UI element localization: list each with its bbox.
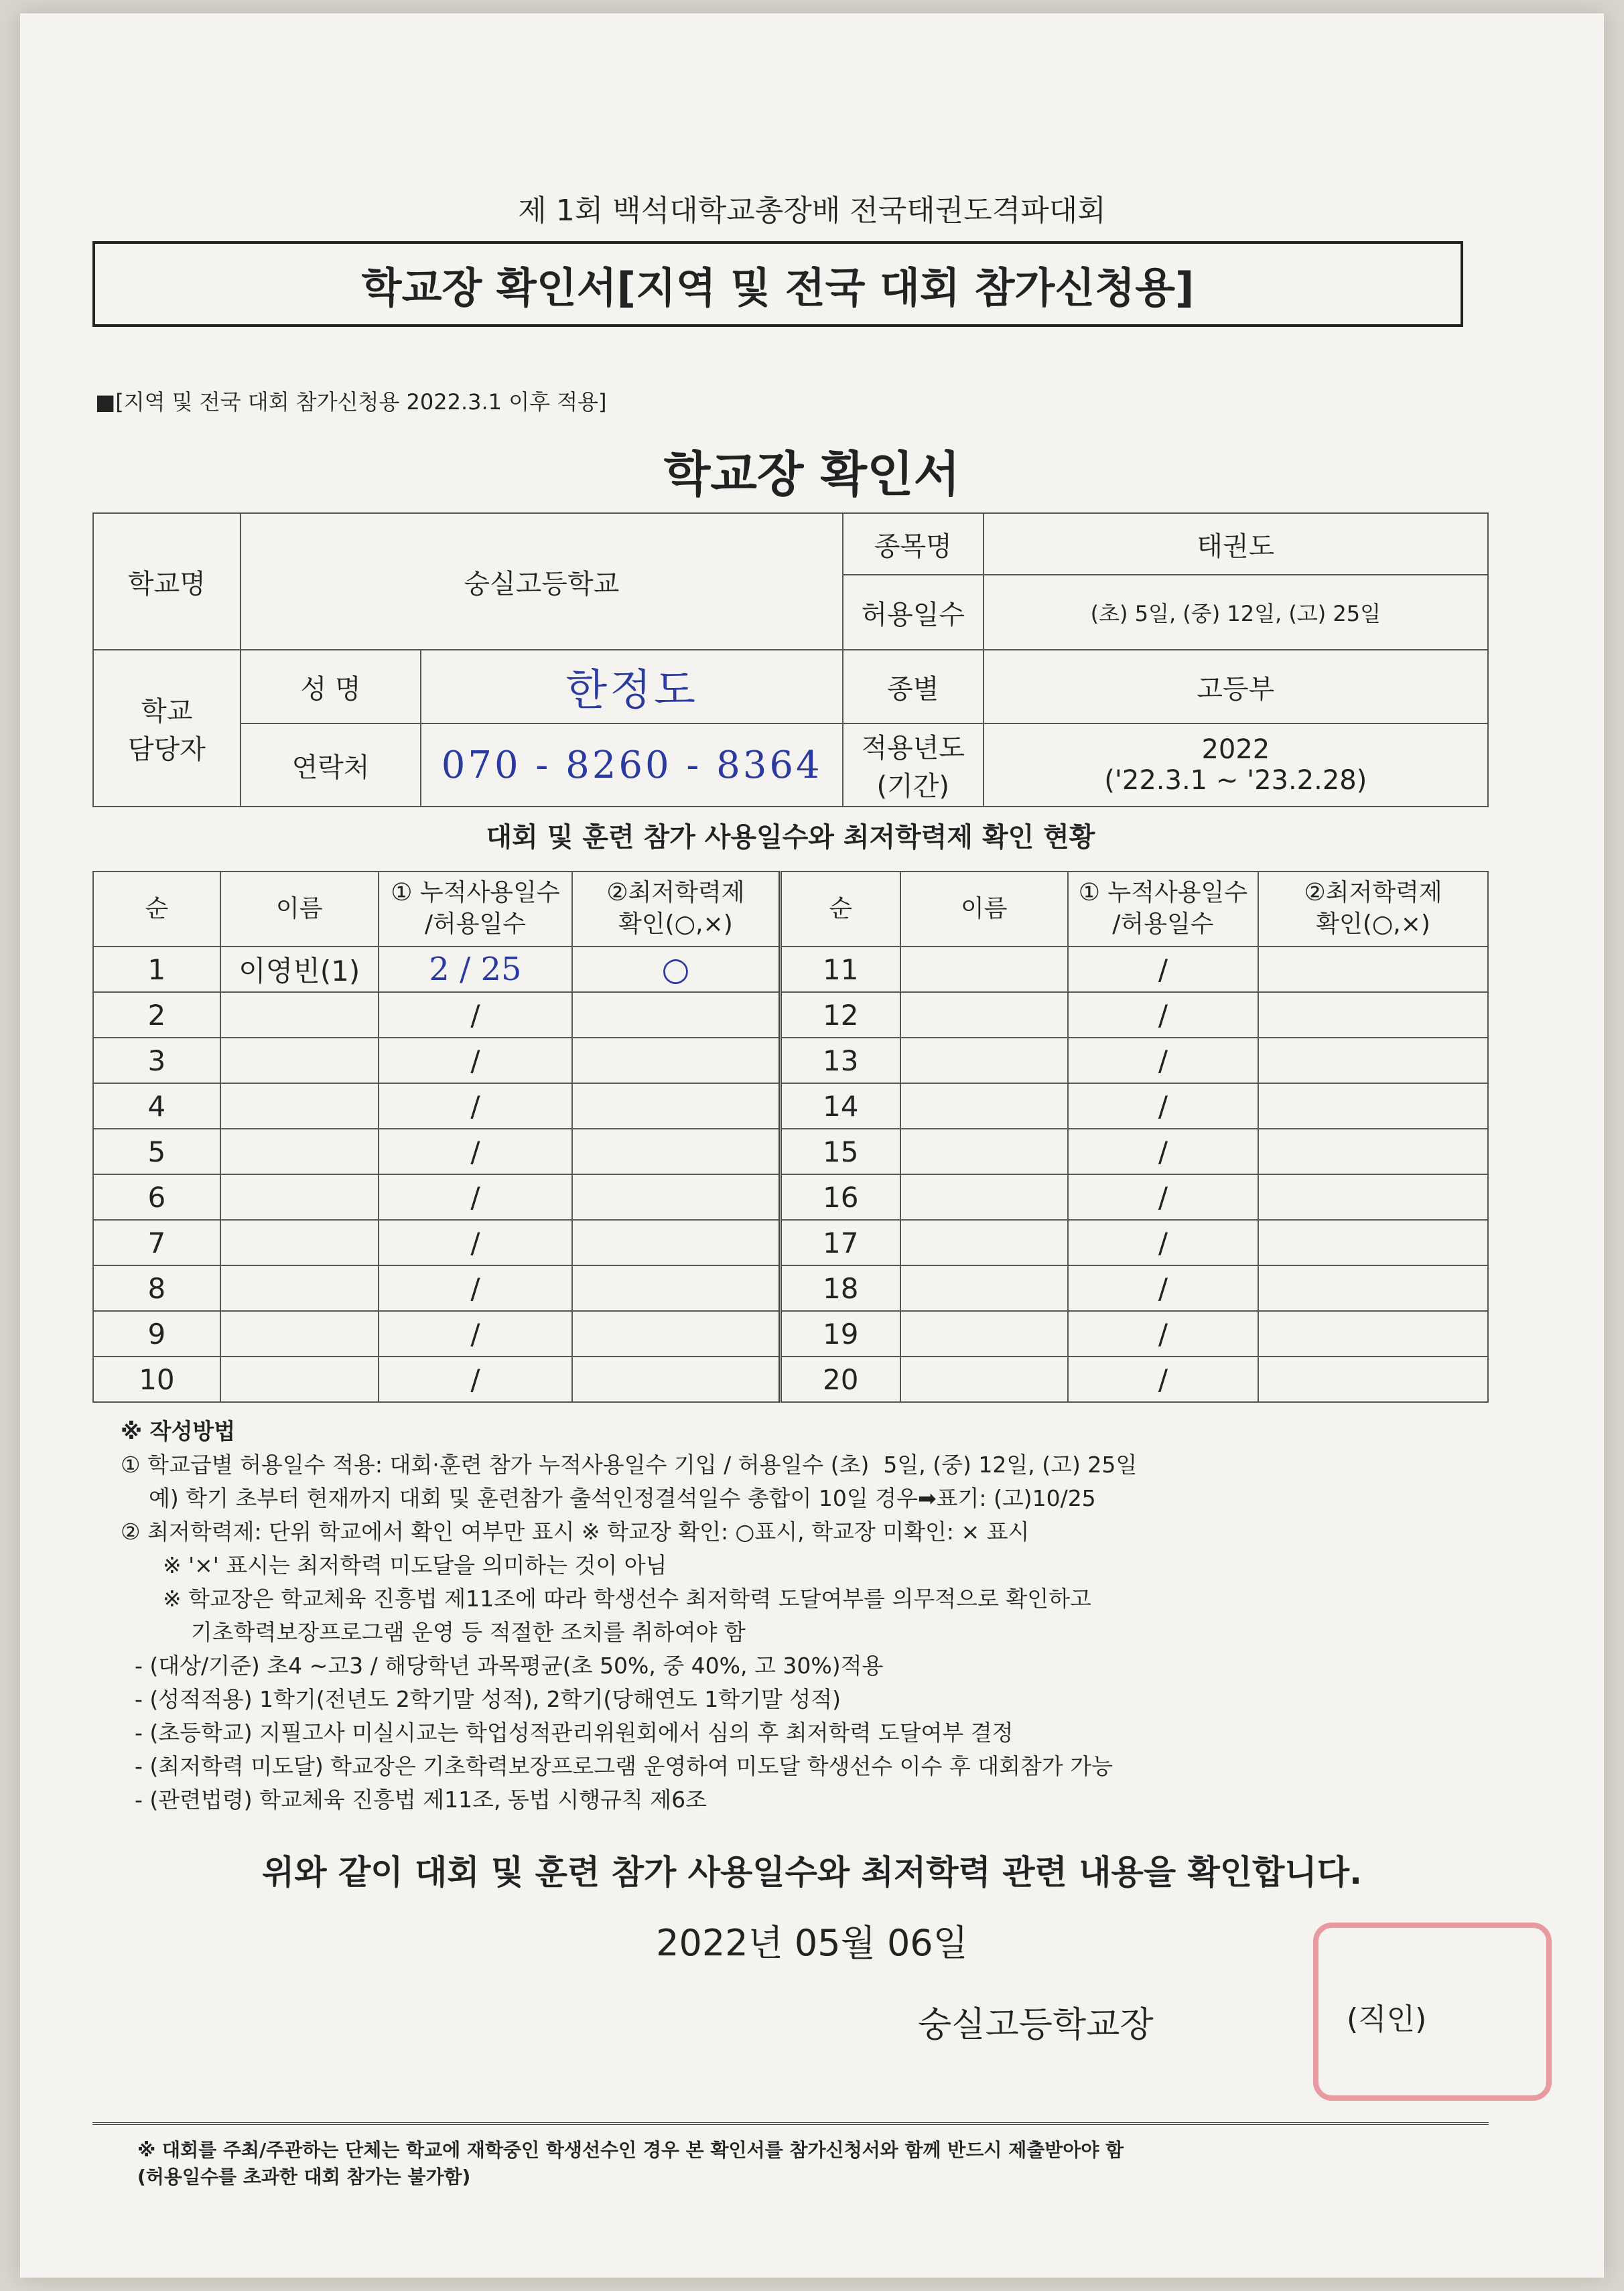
- cell-days: /: [379, 1265, 573, 1311]
- cell-days: 2 / 25: [379, 947, 573, 992]
- cell-days: /: [1068, 992, 1259, 1038]
- school-value: 숭실고등학교: [241, 513, 843, 650]
- document-date: 2022년 05월 06일: [656, 1922, 968, 1964]
- cell-days: /: [1068, 1174, 1259, 1220]
- cell-check: [1258, 1311, 1488, 1357]
- instruction-line: ② 최저학력제: 단위 학교에서 확인 여부만 표시 ※ 학교장 확인: ○표시, 학교장 미확인: × 표시: [121, 1519, 1030, 1545]
- cell-no: 7: [93, 1220, 220, 1265]
- cell-days: /: [379, 1311, 573, 1357]
- instruction-line: - (초등학교) 지필고사 미실시교는 학업성적관리위원회에서 심의 후 최저학력 도달여부 결정: [121, 1720, 1014, 1746]
- contact-handwritten: 070 - 8260 - 8364: [421, 723, 842, 807]
- cell-no: 11: [780, 947, 900, 992]
- seal-label: (직인): [1347, 2002, 1427, 2036]
- cell-check: [572, 1265, 780, 1311]
- cell-no: 2: [93, 992, 220, 1038]
- cell-no: 3: [93, 1038, 220, 1083]
- table-row: [93, 1174, 1488, 1220]
- cell-days: /: [379, 1129, 573, 1174]
- cell-name: [220, 1174, 379, 1220]
- usage-table: [92, 871, 1489, 1403]
- header-check: ②최저학력제 확인(○,×): [1258, 872, 1488, 947]
- cell-no: 10: [93, 1357, 220, 1402]
- instruction-line: - (관련법령) 학교체육 진흥법 제11조, 동법 시행규칙 제6조: [121, 1787, 707, 1813]
- cell-no: 19: [780, 1311, 900, 1357]
- cell-name: 이영빈(1): [220, 947, 379, 992]
- cell-no: 12: [780, 992, 900, 1038]
- cell-check: [1258, 1220, 1488, 1265]
- cell-name: [900, 1038, 1068, 1083]
- cell-days: /: [1068, 1311, 1259, 1357]
- name-label: 성 명: [241, 650, 421, 723]
- instruction-line: ① 학교급별 허용일수 적용: 대회·훈련 참가 누적사용일수 기입 / 허용일수 (초) 5일, (중) 12일, (고) 25일: [121, 1452, 1138, 1478]
- table-row: [93, 1220, 1488, 1265]
- table-row: [93, 1311, 1488, 1357]
- cell-name: [220, 1129, 379, 1174]
- table-row: [93, 1038, 1488, 1083]
- header-days: ① 누적사용일수 /허용일수: [1068, 872, 1259, 947]
- cell-check: [1258, 1357, 1488, 1402]
- event-title: 제 1회 백석대학교총장배 전국태권도격파대회: [518, 194, 1106, 228]
- school-info-table: [92, 512, 1489, 807]
- manager-label: 학교 담당자: [93, 650, 241, 807]
- cell-check: [572, 1083, 780, 1129]
- applies-note: ■[지역 및 전국 대회 참가신청용 2022.3.1 이후 적용]: [95, 389, 607, 415]
- cell-name: [220, 1265, 379, 1311]
- cell-name: [900, 1311, 1068, 1357]
- division-value: 고등부: [984, 650, 1488, 723]
- cell-name: [220, 1083, 379, 1129]
- cell-days: /: [379, 992, 573, 1038]
- cell-check: [1258, 1129, 1488, 1174]
- header-no: 순: [93, 872, 220, 947]
- event-label: 종목명: [843, 513, 984, 575]
- cell-check: [572, 1357, 780, 1402]
- cell-no: 4: [93, 1083, 220, 1129]
- cell-check: ○: [572, 947, 780, 992]
- school-label: 학교명: [93, 513, 241, 650]
- principal-signature: 숭실고등학교장: [918, 2005, 1154, 2045]
- allowed-days-label: 허용일수: [843, 575, 984, 650]
- instruction-line: - (대상/기준) 초4 ~고3 / 해당학년 과목평균(초 50%, 중 40%, 고 30%)적용: [121, 1653, 884, 1679]
- cell-no: 6: [93, 1174, 220, 1220]
- instruction-line: 예) 학기 초부터 현재까지 대회 및 훈련참가 출석인정결석일수 총합이 10일 경우➡표기: (고)10/25: [121, 1485, 1096, 1511]
- cell-days: /: [1068, 1357, 1259, 1402]
- table-row: [93, 947, 1488, 992]
- cell-no: 1: [93, 947, 220, 992]
- instruction-line: 기초학력보장프로그램 운영 등 적절한 조치를 취하여야 함: [121, 1619, 746, 1645]
- cell-check: [572, 1174, 780, 1220]
- cell-no: 15: [780, 1129, 900, 1174]
- year-value: 2022 ('22.3.1 ~ '23.2.28): [984, 723, 1488, 807]
- cell-name: [220, 992, 379, 1038]
- cell-name: [220, 1038, 379, 1083]
- cell-check: [1258, 1083, 1488, 1129]
- footer-note: [137, 2137, 1511, 2191]
- cell-check: [1258, 1265, 1488, 1311]
- instruction-line: - (성적적용) 1학기(전년도 2학기말 성적), 2학기(당해연도 1학기말 성적): [121, 1686, 841, 1712]
- cell-days: /: [1068, 1220, 1259, 1265]
- cell-name: [900, 1174, 1068, 1220]
- cell-name: [220, 1311, 379, 1357]
- cell-days: /: [1068, 1038, 1259, 1083]
- usage-header-row: [93, 872, 1488, 947]
- instruction-line: - (최저학력 미도달) 학교장은 기초학력보장프로그램 운영하여 미도달 학생선수 이수 후 대회참가 가능: [121, 1753, 1113, 1779]
- cell-name: [900, 947, 1068, 992]
- cell-name: [220, 1357, 379, 1402]
- table-row: [93, 1265, 1488, 1311]
- header-check: ②최저학력제 확인(○,×): [572, 872, 780, 947]
- table-row: [93, 992, 1488, 1038]
- cell-days: /: [379, 1174, 573, 1220]
- cell-check: [572, 992, 780, 1038]
- cell-days: /: [379, 1220, 573, 1265]
- cell-no: 18: [780, 1265, 900, 1311]
- instruction-line: ※ '×' 표시는 최저학력 미도달을 의미하는 것이 아님: [121, 1552, 667, 1578]
- document-page: [20, 13, 1604, 2278]
- cell-no: 5: [93, 1129, 220, 1174]
- table-row: [93, 1083, 1488, 1129]
- cell-name: [220, 1220, 379, 1265]
- cell-no: 20: [780, 1357, 900, 1402]
- contact-label: 연락처: [241, 723, 421, 807]
- cell-no: 17: [780, 1220, 900, 1265]
- cell-check: [572, 1129, 780, 1174]
- section-title: 대회 및 훈련 참가 사용일수와 최저학력제 확인 현황: [486, 822, 1095, 853]
- header-name: 이름: [220, 872, 379, 947]
- cell-check: [1258, 1038, 1488, 1083]
- cell-name: [900, 1265, 1068, 1311]
- cell-name: [900, 1220, 1068, 1265]
- footer-divider: [92, 2122, 1489, 2125]
- cell-check: [1258, 947, 1488, 992]
- cell-days: /: [379, 1357, 573, 1402]
- cell-name: [900, 1357, 1068, 1402]
- table-row: [93, 1129, 1488, 1174]
- document-title: 학교장 확인서: [663, 446, 961, 502]
- main-title: 학교장 확인서[지역 및 전국 대회 참가신청용]: [92, 241, 1463, 327]
- instructions: [121, 1415, 1487, 1817]
- cell-days: /: [1068, 1265, 1259, 1311]
- cell-days: /: [1068, 1083, 1259, 1129]
- division-label: 종별: [843, 650, 984, 723]
- header-days: ① 누적사용일수 /허용일수: [379, 872, 573, 947]
- cell-check: [572, 1311, 780, 1357]
- cell-days: /: [379, 1083, 573, 1129]
- cell-days: /: [379, 1038, 573, 1083]
- cell-check: [1258, 992, 1488, 1038]
- cell-days: /: [1068, 1129, 1259, 1174]
- cell-no: 13: [780, 1038, 900, 1083]
- instruction-line: ※ 학교장은 학교체육 진흥법 제11조에 따라 학생선수 최저학력 도달여부를 의무적으로 확인하고: [121, 1586, 1091, 1612]
- cell-days: /: [1068, 947, 1259, 992]
- instruction-line: ※ 작성방법: [121, 1418, 236, 1444]
- cell-name: [900, 1129, 1068, 1174]
- cell-check: [572, 1220, 780, 1265]
- cell-name: [900, 992, 1068, 1038]
- footer-line: ※ 대회를 주최/주관하는 단체는 학교에 재학중인 학생선수인 경우 본 확인서를 참가신청서와 함께 반드시 제출받아야 함: [137, 2139, 1124, 2161]
- header-no: 순: [780, 872, 900, 947]
- cell-name: [900, 1083, 1068, 1129]
- allowed-days-value: (초) 5일, (중) 12일, (고) 25일: [984, 575, 1488, 650]
- cell-no: 14: [780, 1083, 900, 1129]
- event-value: 태권도: [984, 513, 1488, 575]
- manager-name-handwritten: 한정도: [421, 650, 842, 723]
- cell-check: [572, 1038, 780, 1083]
- cell-no: 16: [780, 1174, 900, 1220]
- footer-line: (허용일수를 초과한 대회 참가는 불가함): [137, 2166, 471, 2188]
- header-name: 이름: [900, 872, 1068, 947]
- year-label: 적용년도 (기간): [843, 723, 984, 807]
- cell-check: [1258, 1174, 1488, 1220]
- table-row: [93, 1357, 1488, 1402]
- confirm-statement: 위와 같이 대회 및 훈련 참가 사용일수와 최저학력 관련 내용을 확인합니다.: [261, 1853, 1363, 1892]
- cell-no: 9: [93, 1311, 220, 1357]
- cell-no: 8: [93, 1265, 220, 1311]
